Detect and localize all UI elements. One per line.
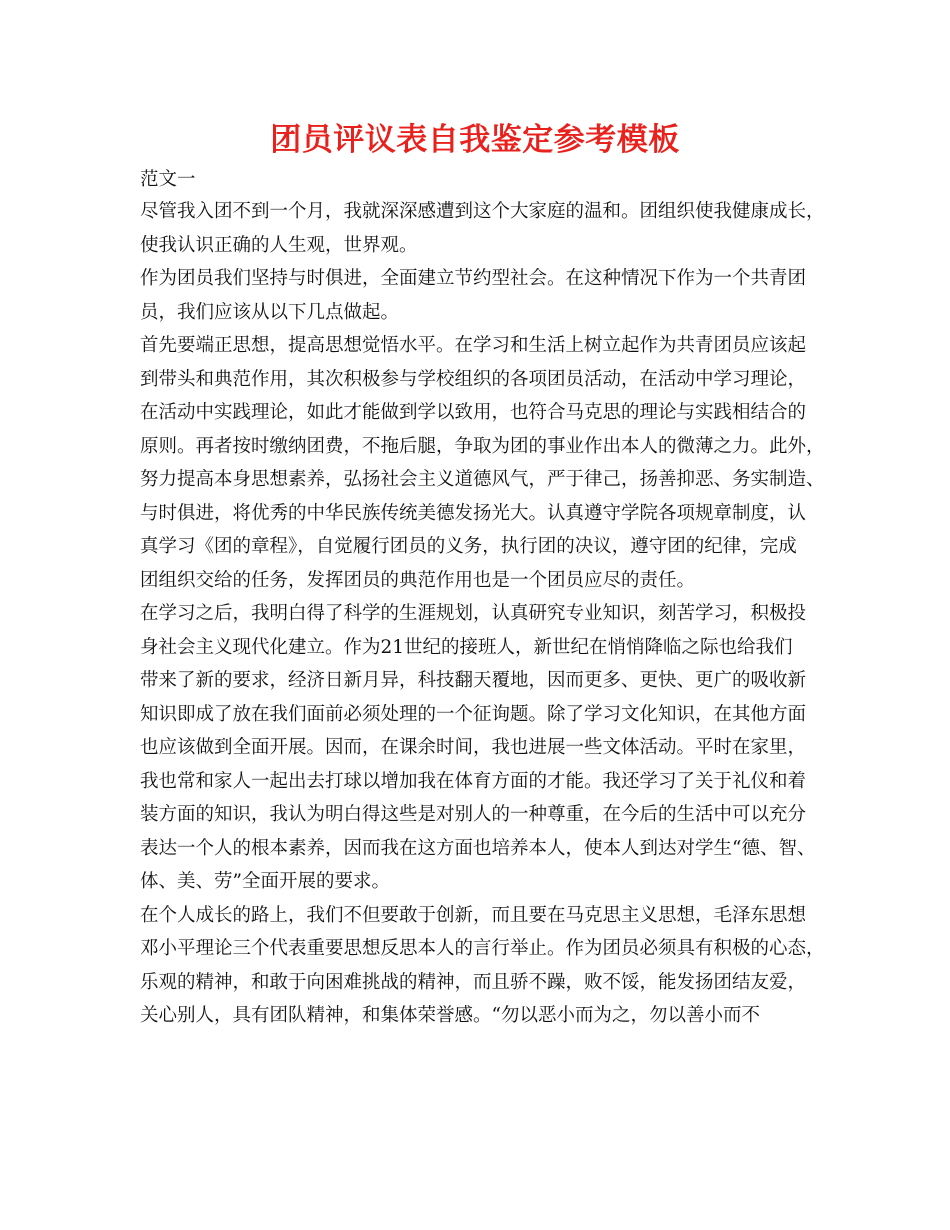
text-line: 邓小平理论三个代表重要思想反思本人的言行举止。作为团员必须具有积极的心态，: [140, 938, 825, 959]
text-line: 与时俱进，将优秀的中华民族传统美德发扬光大。认真遵守学院各项规章制度，认: [140, 502, 807, 524]
text-line: 身社会主义现代化建立。作为21世纪的接班人，新世纪在悄悄降临之际也给我们: [140, 636, 793, 658]
text-line: 作为团员我们坚持与时俱进，全面建立节约型社会。在这种情况下作为一个共青团: [140, 268, 807, 289]
text-line: 原则。再者按时缴纳团费，不拖后腿，争取为团的事业作出本人的微薄之力。此外，: [140, 435, 825, 457]
text-line: 关心别人，具有团队精神，和集体荣誉感。“勿以恶小而为之，勿以善小而不: [140, 1005, 760, 1026]
document-body: [140, 165, 830, 1033]
text-line: 乐观的精神，和敢于向困难挑战的精神，而且骄不躁，败不馁，能发扬团结友爱，: [140, 971, 807, 993]
text-line: 到带头和典范作用，其次积极参与学校组织的各项团员活动，在活动中学习理论，: [140, 368, 807, 390]
text-line: 团组织交给的任务，发挥团员的典范作用也是一个团员应尽的责任。: [140, 569, 696, 591]
text-line: 带来了新的要求，经济日新月异，科技翻天覆地，因而更多、更快、更广的吸收新: [140, 670, 807, 691]
text-line: 也应该做到全面开展。因而，在课余时间，我也进展一些文体活动。平时在家里，: [140, 737, 807, 758]
document-title: 团员评议表自我鉴定参考模板: [270, 122, 680, 158]
text-line: 体、美、劳”全面开展的要求。: [140, 871, 390, 892]
text-line: 在学习之后，我明白得了科学的生涯规划，认真研究专业知识，刻苦学习，积极投: [140, 603, 807, 624]
text-line: 知识即成了放在我们面前必须处理的一个征询题。除了学习文化知识，在其他方面: [140, 703, 807, 725]
text-line: 首先要端正思想，提高思想觉悟水平。在学习和生活上树立起作为共青团员应该起: [140, 335, 807, 356]
section-label: 范文一: [140, 169, 196, 190]
text-line: 表达一个人的根本素养，因而我在这方面也培养本人，使本人到达对学生“德、智、: [140, 837, 816, 859]
text-line: 我也常和家人一起出去打球以增加我在体育方面的才能。我还学习了关于礼仪和着: [140, 770, 807, 792]
text-line: 装方面的知识，我认为明白得这些是对别人的一种尊重，在今后的生活中可以充分: [140, 804, 807, 825]
text-line: 真学习《团的章程》，自觉履行团员的义务，执行团的决议，遵守团的纪律，完成: [140, 536, 797, 557]
text-line: 在个人成长的路上，我们不但要敢于创新，而且要在马克思主义思想，毛泽东思想: [140, 904, 807, 926]
text-line: 尽管我入团不到一个月，我就深深感遭到这个大家庭的温和。团组织使我健康成长，: [140, 201, 825, 222]
text-line: 使我认识正确的人生观，世界观。: [140, 234, 418, 256]
text-line: 在活动中实践理论，如此才能做到学以致用，也符合马克思的理论与实践相结合的: [140, 402, 807, 423]
text-line: 努力提高本身思想素养，弘扬社会主义道德风气，严于律己，扬善抑恶、务实制造、: [140, 469, 825, 490]
text-line: 员，我们应该从以下几点做起。: [140, 301, 400, 323]
